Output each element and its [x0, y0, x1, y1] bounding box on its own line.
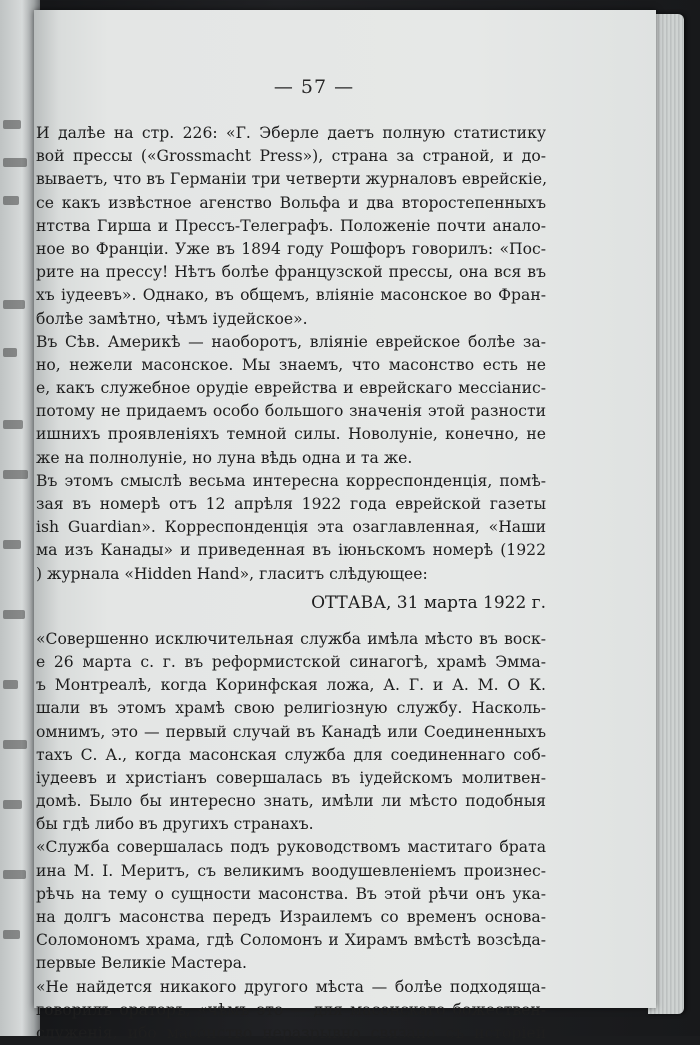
text-line: говорилъ ораторъ, «чѣмъ это — для масонскаго божествен-: [36, 1000, 546, 1019]
text-line: Въ Сѣв. Америкѣ — наоборотъ, вліяніе еврейское болѣе за-: [36, 332, 546, 351]
text-line: первые Великіе Мастера.: [36, 954, 247, 973]
text-line: рите на прессу! Нѣтъ болѣе французской прессы, она вся въ: [36, 263, 546, 282]
text-line: се какъ извѣстное агенство Вольфа и два второстепенныхъ: [36, 193, 546, 212]
text-line: вываетъ, что въ Германіи три четверти журналовъ еврейскіе,: [36, 170, 548, 189]
text-line: на долгъ масонства передъ Израилемъ со временъ основа-: [36, 908, 546, 926]
text-line: ъ Монтреалѣ, когда Коринфская ложа, А. Г. и А. М. О К.: [36, 676, 546, 695]
text-line: но, нежели масонское. Мы знаемъ, что масонство есть не: [36, 355, 546, 374]
paragraph: [36, 331, 546, 470]
text-line: тахъ С. А., когда масонская служба для соединеннаго соб-: [36, 745, 546, 764]
text-line: Въ этомъ смыслѣ весьма интересна корреспонденція, помѣ-: [36, 471, 546, 490]
text-line: Соломономъ храма, гдѣ Соломонъ и Хирамъ вмѣстѣ возсѣда-: [36, 931, 546, 950]
text-line: «Служба совершалась подъ руководствомъ маститаго брата: [36, 838, 546, 857]
text-line: ное во Франціи. Уже въ 1894 году Рошфоръ говорилъ: «Пос-: [36, 239, 546, 258]
text-line: вой прессы («Grossmacht Press»), страна за страной, и до-: [36, 147, 546, 166]
page-number: — 57 —: [273, 76, 355, 98]
paragraph: [36, 470, 546, 586]
text-line: е 26 марта с. г. въ реформистской синагогѣ, храмѣ Эмма-: [36, 652, 546, 671]
text-line: ) журнала «Hidden Hand», гласитъ слѣдующее:: [36, 564, 428, 583]
text-line: ина М. І. Меритъ, съ великимъ воодушевленіемъ произнес-: [36, 861, 546, 880]
text-line: ишнихъ проявленіяхъ темной силы. Новолуніе, конечно, не: [36, 425, 546, 444]
text-line: И далѣе на стр. 226: «Г. Эберле даетъ полную статистику: [36, 124, 546, 142]
text-line: потому не придаемъ особо большого значенія этой разности: [36, 402, 546, 421]
paragraph: [36, 836, 546, 975]
text-line: ма изъ Канады» и приведенная въ іюньскомъ номерѣ (1922: [36, 541, 546, 560]
page-text: [36, 122, 546, 1045]
text-line: «Не найдется никакого другого мѣста — болѣе подходяща-: [36, 977, 546, 996]
text-line: бы гдѣ либо въ другихъ странахъ.: [36, 815, 314, 834]
text-line: рѣчь на тему о сущности масонства. Въ этой рѣчи онъ ука-: [36, 884, 546, 903]
paragraph: [36, 628, 546, 837]
text-line: зая въ номерѣ отъ 12 апрѣля 1922 года еврейской газеты: [36, 495, 546, 513]
text-line: іудеевъ и христіанъ совершалась въ іудейскомъ молитвен-: [36, 768, 546, 787]
dateline-heading: ОТТАВА, 31 марта 1922 г.: [311, 592, 546, 613]
paragraph: [36, 122, 546, 331]
book-page: [34, 10, 656, 1042]
text-line: шали въ этомъ храмѣ свою религіозную службу. Насколь-: [36, 699, 546, 718]
paragraph: [36, 976, 546, 1045]
text-line: ish Guardian». Корреспонденція эта озаглавленная, «Наши: [36, 518, 546, 537]
text-line: «Совершенно исключительная служба имѣла мѣсто въ воск-: [36, 629, 546, 648]
text-line: нтства Гирша и Прессъ-Телеграфъ. Положеніе почти анало-: [36, 216, 546, 235]
text-line: е, какъ служебное орудіе еврейства и еврейскаго мессіанис-: [36, 379, 546, 398]
text-line: болѣе замѣтно, чѣмъ іудейское».: [36, 309, 308, 328]
text-line: служенія, ибо масонство неразрывно связано съ исторіей: [36, 1023, 546, 1042]
text-line: же на полнолуніе, но луна вѣдь одна и та же.: [36, 448, 413, 467]
text-line: омнимъ, это — первый случай въ Канадѣ или Соединенныхъ: [36, 722, 546, 741]
text-line: домѣ. Было бы интересно знать, имѣли ли мѣсто подобныя: [36, 792, 546, 811]
text-line: хъ іудеевъ». Однако, въ общемъ, вліяніе масонское во Фран-: [36, 286, 546, 305]
